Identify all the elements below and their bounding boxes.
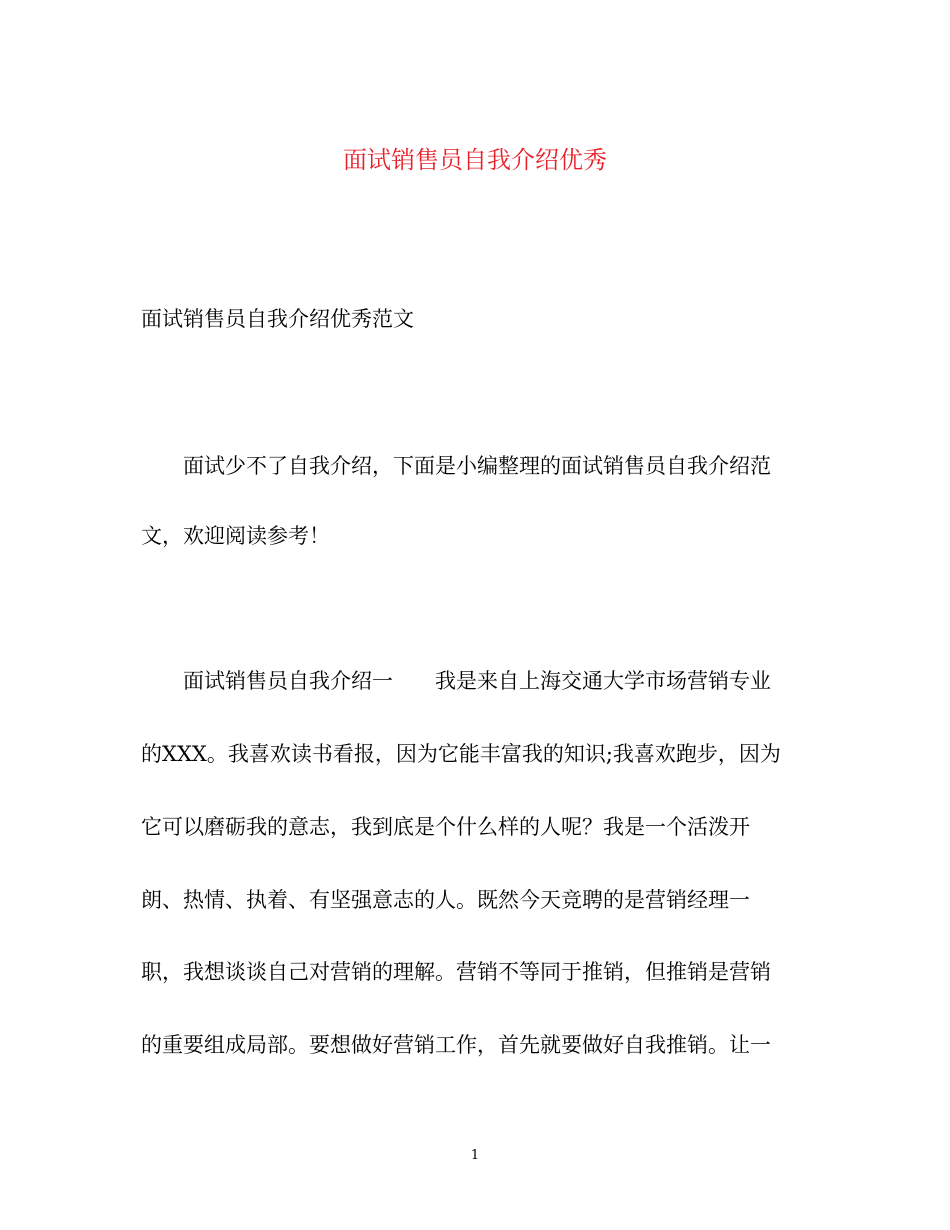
page-number: 1 <box>470 1148 480 1163</box>
paragraph-line: 的重要组成局部。要想做好营销工作，首先就要做好自我推销。让一 <box>141 1033 771 1057</box>
paragraph-line: 职，我想谈谈自己对营销的理解。营销不等同于推销，但推销是营销 <box>141 960 771 984</box>
paragraph-line: 朗、热情、执着、有坚强意志的人。既然今天竞聘的是营销经理一 <box>141 888 750 912</box>
paragraph-line: 面试销售员自我介绍一 我是来自上海交通大学市场营销专业 <box>183 669 771 693</box>
document-title: 面试销售员自我介绍优秀 <box>343 146 607 174</box>
paragraph-line: 文，欢迎阅读参考！ <box>141 524 330 548</box>
document-subtitle: 面试销售员自我介绍优秀范文 <box>141 307 414 331</box>
paragraph-line: 它可以磨砺我的意志，我到底是个什么样的人呢？我是一个活泼开 <box>141 815 750 839</box>
paragraph-line: 的XXX。我喜欢读书看报，因为它能丰富我的知识;我喜欢跑步，因为 <box>141 742 781 766</box>
paragraph-line: 面试少不了自我介绍，下面是小编整理的面试销售员自我介绍范 <box>183 454 771 478</box>
